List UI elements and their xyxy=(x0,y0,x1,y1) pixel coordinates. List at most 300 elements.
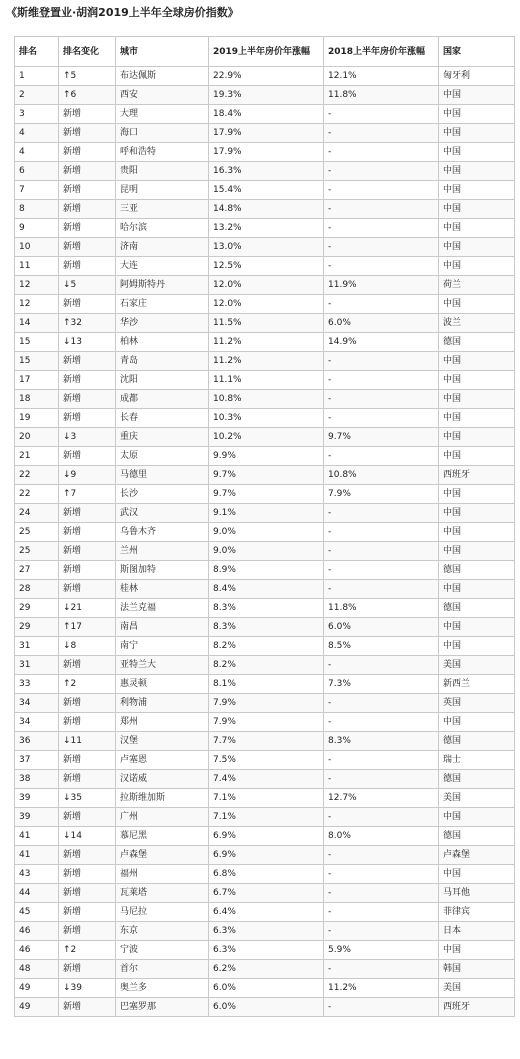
growth-2019-cell: 8.9% xyxy=(209,561,324,580)
country-cell: 德国 xyxy=(439,333,515,352)
growth-2018-cell: 11.9% xyxy=(324,276,439,295)
city-cell: 华沙 xyxy=(116,314,209,333)
city-cell: 桂林 xyxy=(116,580,209,599)
growth-2019-cell: 11.1% xyxy=(209,371,324,390)
growth-2019-cell: 11.5% xyxy=(209,314,324,333)
table-row xyxy=(15,694,515,713)
rank-change-cell: ↓8 xyxy=(59,637,116,656)
city-cell: 乌鲁木齐 xyxy=(116,523,209,542)
city-cell: 大理 xyxy=(116,105,209,124)
growth-2019-cell: 18.4% xyxy=(209,105,324,124)
rank-cell: 37 xyxy=(15,751,59,770)
growth-2018-cell: 11.8% xyxy=(324,86,439,105)
rank-change-cell: 新增 xyxy=(59,865,116,884)
growth-2019-cell: 6.0% xyxy=(209,998,324,1017)
rank-change-cell: 新增 xyxy=(59,656,116,675)
table-row xyxy=(15,523,515,542)
rank-change-cell: ↓13 xyxy=(59,333,116,352)
growth-2018-cell: - xyxy=(324,200,439,219)
rank-cell: 31 xyxy=(15,656,59,675)
city-cell: 柏林 xyxy=(116,333,209,352)
growth-2019-cell: 22.9% xyxy=(209,67,324,86)
rank-change-cell: ↑5 xyxy=(59,67,116,86)
table-row xyxy=(15,409,515,428)
rank-cell: 46 xyxy=(15,922,59,941)
rank-change-cell: 新增 xyxy=(59,219,116,238)
table-row xyxy=(15,352,515,371)
growth-2018-cell: - xyxy=(324,352,439,371)
city-cell: 哈尔滨 xyxy=(116,219,209,238)
growth-2018-cell: 7.3% xyxy=(324,675,439,694)
country-cell: 荷兰 xyxy=(439,276,515,295)
rank-cell: 20 xyxy=(15,428,59,447)
country-cell: 中国 xyxy=(439,808,515,827)
rank-cell: 44 xyxy=(15,884,59,903)
growth-2019-cell: 7.5% xyxy=(209,751,324,770)
rank-cell: 21 xyxy=(15,447,59,466)
country-cell: 中国 xyxy=(439,219,515,238)
growth-2018-cell: 8.5% xyxy=(324,637,439,656)
country-cell: 中国 xyxy=(439,295,515,314)
growth-2018-cell: 12.1% xyxy=(324,67,439,86)
rank-change-cell: ↑7 xyxy=(59,485,116,504)
rank-change-cell: ↓35 xyxy=(59,789,116,808)
growth-2018-cell: - xyxy=(324,504,439,523)
country-cell: 德国 xyxy=(439,732,515,751)
rank-change-cell: 新增 xyxy=(59,884,116,903)
growth-2018-cell: 7.9% xyxy=(324,485,439,504)
table-row xyxy=(15,86,515,105)
rank-cell: 36 xyxy=(15,732,59,751)
growth-2018-cell: 11.2% xyxy=(324,979,439,998)
city-cell: 慕尼黑 xyxy=(116,827,209,846)
rank-cell: 25 xyxy=(15,542,59,561)
country-cell: 中国 xyxy=(439,542,515,561)
growth-2018-cell: - xyxy=(324,751,439,770)
rank-cell: 39 xyxy=(15,789,59,808)
rank-change-cell: 新增 xyxy=(59,200,116,219)
rank-cell: 17 xyxy=(15,371,59,390)
growth-2019-cell: 9.0% xyxy=(209,523,324,542)
growth-2019-cell: 6.9% xyxy=(209,846,324,865)
country-cell: 德国 xyxy=(439,599,515,618)
city-cell: 首尔 xyxy=(116,960,209,979)
rank-cell: 25 xyxy=(15,523,59,542)
country-cell: 马耳他 xyxy=(439,884,515,903)
country-cell: 瑞士 xyxy=(439,751,515,770)
table-row xyxy=(15,884,515,903)
house-price-index-table xyxy=(14,36,515,1017)
city-cell: 昆明 xyxy=(116,181,209,200)
rank-change-cell: ↑17 xyxy=(59,618,116,637)
rank-change-cell: 新增 xyxy=(59,922,116,941)
rank-cell: 4 xyxy=(15,143,59,162)
rank-change-cell: 新增 xyxy=(59,181,116,200)
city-cell: 兰州 xyxy=(116,542,209,561)
rank-change-cell: 新增 xyxy=(59,903,116,922)
growth-2018-cell: - xyxy=(324,998,439,1017)
table-row xyxy=(15,371,515,390)
rank-change-cell: 新增 xyxy=(59,751,116,770)
growth-2019-cell: 9.7% xyxy=(209,466,324,485)
growth-2018-cell: - xyxy=(324,162,439,181)
rank-cell: 34 xyxy=(15,694,59,713)
rank-change-cell: 新增 xyxy=(59,713,116,732)
growth-2019-cell: 7.9% xyxy=(209,713,324,732)
rank-change-cell: ↓14 xyxy=(59,827,116,846)
growth-2019-cell: 12.0% xyxy=(209,276,324,295)
rank-cell: 11 xyxy=(15,257,59,276)
growth-2019-cell: 8.2% xyxy=(209,656,324,675)
growth-2019-cell: 9.1% xyxy=(209,504,324,523)
growth-2018-cell: - xyxy=(324,713,439,732)
rank-cell: 12 xyxy=(15,276,59,295)
rank-change-cell: ↑32 xyxy=(59,314,116,333)
city-cell: 西安 xyxy=(116,86,209,105)
table-row xyxy=(15,67,515,86)
growth-2018-cell: - xyxy=(324,542,439,561)
growth-2018-cell: 14.9% xyxy=(324,333,439,352)
rank-change-cell: ↓11 xyxy=(59,732,116,751)
table-row xyxy=(15,751,515,770)
city-cell: 布达佩斯 xyxy=(116,67,209,86)
growth-2019-cell: 8.3% xyxy=(209,618,324,637)
growth-2019-cell: 10.2% xyxy=(209,428,324,447)
growth-2019-cell: 11.2% xyxy=(209,333,324,352)
rank-change-cell: 新增 xyxy=(59,295,116,314)
city-cell: 宁波 xyxy=(116,941,209,960)
city-cell: 郑州 xyxy=(116,713,209,732)
growth-2018-cell: - xyxy=(324,656,439,675)
growth-2018-cell: - xyxy=(324,922,439,941)
growth-2019-cell: 7.7% xyxy=(209,732,324,751)
city-cell: 马德里 xyxy=(116,466,209,485)
country-cell: 卢森堡 xyxy=(439,846,515,865)
country-cell: 中国 xyxy=(439,865,515,884)
page-title: 《斯维登置业·胡润2019上半年全球房价指数》 xyxy=(6,6,239,19)
growth-2018-cell: - xyxy=(324,561,439,580)
country-cell: 德国 xyxy=(439,770,515,789)
city-cell: 呼和浩特 xyxy=(116,143,209,162)
city-cell: 太原 xyxy=(116,447,209,466)
rank-cell: 9 xyxy=(15,219,59,238)
rank-change-cell: ↑6 xyxy=(59,86,116,105)
country-cell: 中国 xyxy=(439,504,515,523)
country-cell: 中国 xyxy=(439,447,515,466)
table-row xyxy=(15,105,515,124)
table-row xyxy=(15,257,515,276)
rank-change-cell: ↑2 xyxy=(59,675,116,694)
growth-2019-cell: 17.9% xyxy=(209,143,324,162)
country-cell: 中国 xyxy=(439,181,515,200)
country-cell: 中国 xyxy=(439,428,515,447)
rank-change-cell: ↓39 xyxy=(59,979,116,998)
city-cell: 三亚 xyxy=(116,200,209,219)
rank-change-cell: 新增 xyxy=(59,238,116,257)
growth-2019-cell: 8.2% xyxy=(209,637,324,656)
growth-2019-cell: 8.4% xyxy=(209,580,324,599)
growth-2018-cell: - xyxy=(324,181,439,200)
city-cell: 马尼拉 xyxy=(116,903,209,922)
rank-change-cell: 新增 xyxy=(59,105,116,124)
rank-change-cell: ↑2 xyxy=(59,941,116,960)
country-cell: 匈牙利 xyxy=(439,67,515,86)
table-row xyxy=(15,314,515,333)
header-growth-2018h1: 2018上半年房价年涨幅 xyxy=(324,37,439,67)
city-cell: 重庆 xyxy=(116,428,209,447)
country-cell: 中国 xyxy=(439,390,515,409)
growth-2018-cell: - xyxy=(324,846,439,865)
growth-2018-cell: - xyxy=(324,523,439,542)
growth-2019-cell: 10.3% xyxy=(209,409,324,428)
table-row xyxy=(15,732,515,751)
country-cell: 西班牙 xyxy=(439,466,515,485)
rank-change-cell: 新增 xyxy=(59,409,116,428)
country-cell: 菲律宾 xyxy=(439,903,515,922)
growth-2019-cell: 15.4% xyxy=(209,181,324,200)
country-cell: 美国 xyxy=(439,656,515,675)
table-row xyxy=(15,998,515,1017)
table-row xyxy=(15,580,515,599)
rank-change-cell: ↓21 xyxy=(59,599,116,618)
growth-2019-cell: 7.9% xyxy=(209,694,324,713)
country-cell: 日本 xyxy=(439,922,515,941)
table-header-row xyxy=(15,37,515,67)
rank-cell: 3 xyxy=(15,105,59,124)
rank-change-cell: 新增 xyxy=(59,162,116,181)
city-cell: 亚特兰大 xyxy=(116,656,209,675)
rank-change-cell: ↓3 xyxy=(59,428,116,447)
rank-cell: 41 xyxy=(15,846,59,865)
country-cell: 西班牙 xyxy=(439,998,515,1017)
growth-2018-cell: - xyxy=(324,124,439,143)
growth-2019-cell: 19.3% xyxy=(209,86,324,105)
country-cell: 韩国 xyxy=(439,960,515,979)
city-cell: 汉堡 xyxy=(116,732,209,751)
rank-cell: 46 xyxy=(15,941,59,960)
header-growth-2019h1: 2019上半年房价年涨幅 xyxy=(209,37,324,67)
growth-2019-cell: 9.7% xyxy=(209,485,324,504)
growth-2018-cell: - xyxy=(324,390,439,409)
growth-2019-cell: 13.2% xyxy=(209,219,324,238)
rank-cell: 45 xyxy=(15,903,59,922)
country-cell: 中国 xyxy=(439,143,515,162)
table-row xyxy=(15,447,515,466)
rank-cell: 41 xyxy=(15,827,59,846)
growth-2018-cell: 6.0% xyxy=(324,314,439,333)
rank-change-cell: 新增 xyxy=(59,504,116,523)
country-cell: 中国 xyxy=(439,162,515,181)
growth-2019-cell: 9.9% xyxy=(209,447,324,466)
country-cell: 中国 xyxy=(439,124,515,143)
rank-cell: 10 xyxy=(15,238,59,257)
growth-2018-cell: 5.9% xyxy=(324,941,439,960)
city-cell: 海口 xyxy=(116,124,209,143)
table-row xyxy=(15,846,515,865)
city-cell: 南宁 xyxy=(116,637,209,656)
city-cell: 南昌 xyxy=(116,618,209,637)
city-cell: 沈阳 xyxy=(116,371,209,390)
table-row xyxy=(15,181,515,200)
rank-change-cell: 新增 xyxy=(59,808,116,827)
growth-2018-cell: - xyxy=(324,808,439,827)
rank-change-cell: 新增 xyxy=(59,998,116,1017)
country-cell: 中国 xyxy=(439,523,515,542)
rank-change-cell: 新增 xyxy=(59,352,116,371)
table-row xyxy=(15,124,515,143)
rank-change-cell: 新增 xyxy=(59,846,116,865)
growth-2019-cell: 17.9% xyxy=(209,124,324,143)
table-row xyxy=(15,770,515,789)
growth-2018-cell: - xyxy=(324,105,439,124)
city-cell: 汉诺威 xyxy=(116,770,209,789)
rank-cell: 12 xyxy=(15,295,59,314)
growth-2018-cell: - xyxy=(324,960,439,979)
table-row xyxy=(15,865,515,884)
rank-cell: 7 xyxy=(15,181,59,200)
rank-cell: 31 xyxy=(15,637,59,656)
country-cell: 美国 xyxy=(439,979,515,998)
growth-2019-cell: 7.4% xyxy=(209,770,324,789)
country-cell: 中国 xyxy=(439,580,515,599)
city-cell: 奥兰多 xyxy=(116,979,209,998)
table-row xyxy=(15,238,515,257)
country-cell: 英国 xyxy=(439,694,515,713)
rank-cell: 27 xyxy=(15,561,59,580)
growth-2019-cell: 13.0% xyxy=(209,238,324,257)
country-cell: 中国 xyxy=(439,238,515,257)
city-cell: 瓦莱塔 xyxy=(116,884,209,903)
growth-2019-cell: 7.1% xyxy=(209,789,324,808)
table-row xyxy=(15,466,515,485)
rank-change-cell: 新增 xyxy=(59,580,116,599)
rank-change-cell: 新增 xyxy=(59,694,116,713)
growth-2019-cell: 6.9% xyxy=(209,827,324,846)
growth-2018-cell: - xyxy=(324,219,439,238)
rank-cell: 2 xyxy=(15,86,59,105)
city-cell: 巴塞罗那 xyxy=(116,998,209,1017)
city-cell: 成都 xyxy=(116,390,209,409)
rank-change-cell: 新增 xyxy=(59,960,116,979)
rank-change-cell: 新增 xyxy=(59,770,116,789)
header-country: 国家 xyxy=(439,37,515,67)
city-cell: 长春 xyxy=(116,409,209,428)
table-row xyxy=(15,428,515,447)
rank-cell: 38 xyxy=(15,770,59,789)
city-cell: 贵阳 xyxy=(116,162,209,181)
city-cell: 拉斯维加斯 xyxy=(116,789,209,808)
country-cell: 德国 xyxy=(439,561,515,580)
growth-2018-cell: 6.0% xyxy=(324,618,439,637)
growth-2018-cell: 11.8% xyxy=(324,599,439,618)
table-row xyxy=(15,960,515,979)
table-row xyxy=(15,903,515,922)
growth-2019-cell: 10.8% xyxy=(209,390,324,409)
rank-cell: 29 xyxy=(15,599,59,618)
city-cell: 青岛 xyxy=(116,352,209,371)
rank-change-cell: ↓5 xyxy=(59,276,116,295)
city-cell: 利物浦 xyxy=(116,694,209,713)
rank-cell: 43 xyxy=(15,865,59,884)
city-cell: 济南 xyxy=(116,238,209,257)
table-row xyxy=(15,200,515,219)
rank-cell: 19 xyxy=(15,409,59,428)
table-row xyxy=(15,941,515,960)
rank-cell: 22 xyxy=(15,466,59,485)
rank-cell: 34 xyxy=(15,713,59,732)
growth-2018-cell: - xyxy=(324,884,439,903)
growth-2019-cell: 6.8% xyxy=(209,865,324,884)
growth-2018-cell: 10.8% xyxy=(324,466,439,485)
rank-cell: 48 xyxy=(15,960,59,979)
growth-2018-cell: - xyxy=(324,770,439,789)
country-cell: 中国 xyxy=(439,105,515,124)
table-row xyxy=(15,561,515,580)
growth-2018-cell: - xyxy=(324,447,439,466)
rank-cell: 15 xyxy=(15,352,59,371)
rank-cell: 49 xyxy=(15,979,59,998)
table-row xyxy=(15,143,515,162)
rank-change-cell: 新增 xyxy=(59,523,116,542)
table-row xyxy=(15,542,515,561)
rank-cell: 4 xyxy=(15,124,59,143)
table-row xyxy=(15,675,515,694)
country-cell: 波兰 xyxy=(439,314,515,333)
growth-2018-cell: 8.0% xyxy=(324,827,439,846)
rank-change-cell: 新增 xyxy=(59,257,116,276)
growth-2018-cell: - xyxy=(324,865,439,884)
table-row xyxy=(15,808,515,827)
rank-cell: 28 xyxy=(15,580,59,599)
country-cell: 中国 xyxy=(439,409,515,428)
city-cell: 武汉 xyxy=(116,504,209,523)
growth-2018-cell: - xyxy=(324,238,439,257)
table-row xyxy=(15,979,515,998)
rank-change-cell: 新增 xyxy=(59,542,116,561)
country-cell: 中国 xyxy=(439,371,515,390)
growth-2018-cell: - xyxy=(324,143,439,162)
table-row xyxy=(15,504,515,523)
growth-2019-cell: 6.7% xyxy=(209,884,324,903)
rank-change-cell: 新增 xyxy=(59,390,116,409)
city-cell: 福州 xyxy=(116,865,209,884)
city-cell: 卢森堡 xyxy=(116,846,209,865)
table-row xyxy=(15,618,515,637)
table-row xyxy=(15,276,515,295)
table-row xyxy=(15,789,515,808)
growth-2018-cell: - xyxy=(324,295,439,314)
country-cell: 中国 xyxy=(439,713,515,732)
growth-2019-cell: 6.2% xyxy=(209,960,324,979)
rank-cell: 1 xyxy=(15,67,59,86)
country-cell: 中国 xyxy=(439,86,515,105)
city-cell: 长沙 xyxy=(116,485,209,504)
growth-2018-cell: - xyxy=(324,371,439,390)
country-cell: 中国 xyxy=(439,352,515,371)
rank-change-cell: 新增 xyxy=(59,371,116,390)
rank-cell: 22 xyxy=(15,485,59,504)
growth-2019-cell: 16.3% xyxy=(209,162,324,181)
growth-2019-cell: 12.5% xyxy=(209,257,324,276)
growth-2018-cell: - xyxy=(324,257,439,276)
country-cell: 中国 xyxy=(439,637,515,656)
growth-2019-cell: 8.1% xyxy=(209,675,324,694)
growth-2018-cell: 12.7% xyxy=(324,789,439,808)
rank-cell: 39 xyxy=(15,808,59,827)
header-rank-change: 排名变化 xyxy=(59,37,116,67)
city-cell: 惠灵顿 xyxy=(116,675,209,694)
rank-change-cell: ↓9 xyxy=(59,466,116,485)
